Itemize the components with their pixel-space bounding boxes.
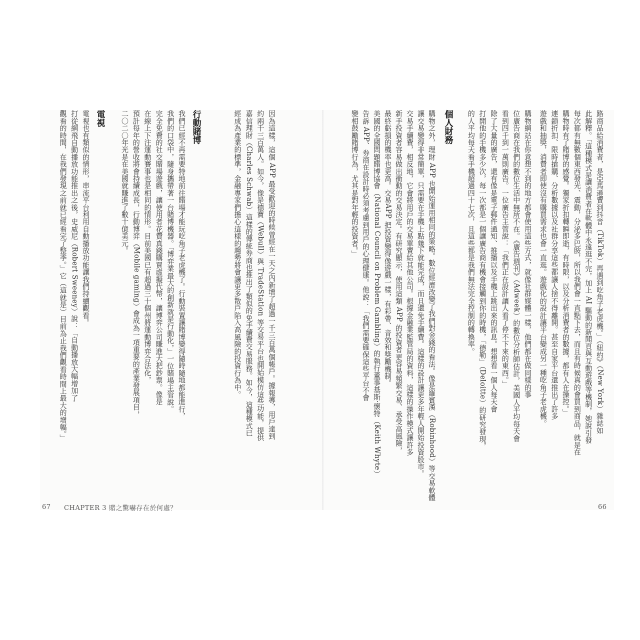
paragraph-line: 約兩千三百萬人。如今，像是德寶（Webull）與 TradeStation 等交易平台也開始模仿這些功能，提供 [256,110,265,442]
paragraph-line: 讓交易變得非常簡單，只需要在手機上點幾下就能完成，而且還免手續費。這樣的設計讓更多年輕人開始投資股市。 [417,110,425,478]
paragraph-line: 最終虧損的機率也更高。交易APP 把投資變得像遊戲一樣，有彩帶、音效和獎勵機制。 [384,110,392,387]
left-section-1 [216,110,276,510]
paragraph-line: 看到四千到一萬則廣告。一位廣告主管說：「我們正在設計讓人看了停不下來的東西。」 [501,110,510,388]
section-heading-mobile-gambling: 行動賭博 [191,110,201,144]
section-heading-television: 電視 [95,110,105,127]
paragraph-line: 在線上下注運動賽事也是相同的情形。目前美國已有超過三十個州將運動博弈合法化， [143,110,152,384]
left-page [40,110,324,510]
paragraph-line: 我們已經不再需要特地前往賭場才能玩吃角子老虎機了。行動裝置讓賭博變得隨時隨地都能進行， [178,110,186,420]
paragraph-line: 的人平均每天看手機超過四十七次，且這些都是我們無法完全控制的轉換率。 [467,110,476,355]
paragraph-line: 我們的口袋中，隨身攜帶著一台賭博機器。「博弈業最大的創新就是行動化，」一位賭場主管說。 [166,110,175,413]
paragraph-line: 除了大量的廣告，還有像是電子郵件通知、推播以及手機上跳出來的訊息。想想看一個人每天會 [490,110,499,413]
paragraph-line: 位廣告商在我們的數位生活中無所不在。《廣告週刊》（Adweek）的數位分析師估計，美國人平均每天會 [512,110,521,442]
paragraph-line: 二〇二〇年光是在美國就賺進了數十億美元。 [120,110,129,254]
paragraph-line: 完全免費的社交賭場遊戲，讓使用者花費真錢購買虛擬代幣，讓博弈公司賺進大把鈔票。像是 [155,110,164,406]
paragraph-line: 電視也有類似的情形，串流平台利用自動播放功能讓我們持續觀看。 [82,110,90,326]
paragraph-line: 因為這樣，這個 APP 最受歡迎的時候曾經在一天之內新增了超過一千三百萬個帳戶。據報導，用戶達到 [268,110,276,440]
paragraph-line: 路商品給消費者，是亞馬遜賣到抖音（TikTok）再遇到吃角子老虎機。」（紐約》（New York）雜誌如 [596,110,604,434]
paragraph-line: 告訴 APP、券商在設計時必須考慮到用戶的心理健康。他說：「我們需要確保這些平台不會 [362,110,370,402]
section-heading-personal-finance: 個人財務 [443,110,453,144]
right-page [324,110,614,510]
paragraph-line: 嘉信理財（Charles Schwab）這樣的傳統券商也推出了類似的免手續費交易服務。如今，這種模式已 [245,110,254,437]
running-header-chapter: CHAPTER 3 賭之驚嚇存在於何處？ [64,504,177,512]
paragraph-line: 打從網飛自動播放功能推出之後，史威尼（Robert Sweeney）說：「自動播放大幅增加了 [70,110,79,402]
paragraph-line: 打開他的手機多少次，每一次都是一個讓廣告商有機會接觸到你的時機，「德勒」（Deloitte）的研究發現， [478,110,487,450]
left-section-2 [118,110,186,510]
paragraph-line: 購物之外，理財 APP 也開始運用相同的策略。數位經濟改變了我們對金錢的看法。像是羅賓漢（Robinhood）等交易軟體 [428,110,436,502]
paragraph-line: 經成為產業的標準，金融專家們擔心這樣的趨勢將會讓更多散戶陷入高風險的投資行為中。 [233,110,242,398]
paragraph-line: 觀看的時間，在我們發現之前就已經看完了整季。」它（這就是）目前為止我們觀看時間上最大的增幅。」 [59,110,68,442]
right-page-number: 66 [598,503,607,511]
paragraph-line: 購物網站在你意想不到的地方都會使用這些方式，就像社群媒體一樣，他們都在做同樣的事 [524,110,532,398]
paragraph-line: 預計每年的營收將會持續成長，行動博弈（Mobile gaming）會成為一項重要的產業發展項目， [132,110,141,418]
paragraph-line: 變相鼓勵賭博行為，尤其是對年輕的投資者。」 [351,110,359,258]
paragraph-line: 遊戲和抽獎，消費者即使沒有購買需求也會一直逛。遊戲化的設計讓平台變成另一種吃角子老虎機。 [539,110,548,427]
paragraph-line: 購物時有了賭博的感覺。獨家折扣轉瞬即逝，有時限，以及分析消費者的數據，都有人在操控。」 [562,110,571,417]
paragraph-line: 此解釋。「這種模式是讓消費者在軟體中永遠逛不完，加上 AI 驅動的新聞頁與互動遊戲等機制，她說引發 [584,110,593,444]
paragraph-line: 交易手續費，相反地，它會將用戶的交易單賣給其他公司。根據金融業監管局的資料，這樣的操作模式讓許多 [406,110,414,456]
paragraph-line: 連鎖折扣、限時搶購、分析數據以及社群分享這些都讓人捨不得離開。甚至自家平台還推出了許多 [550,110,559,420]
paragraph-line: 美國的全國問題賭博協會（National Council on Problem Gambling）的執行董事基斯·懷特（Keith Whyte） [373,110,381,478]
paragraph-line: 新手投資者容易做出衝動的交易決定。有研究顯示，使用這類 APP 的投資者更容易頻繁交易、承受高風險， [395,110,403,454]
right-section-3 [350,110,436,510]
left-section-3 [56,110,90,510]
paragraph-line: 每次都有無數個東西發光、震動，分泌多巴胺，所以我們會一直點下去，而且有時候真的會買到商品，就是在 [573,110,582,456]
left-page-number: 67 [42,503,51,511]
right-section-2 [466,110,532,510]
right-section-1 [538,110,604,510]
